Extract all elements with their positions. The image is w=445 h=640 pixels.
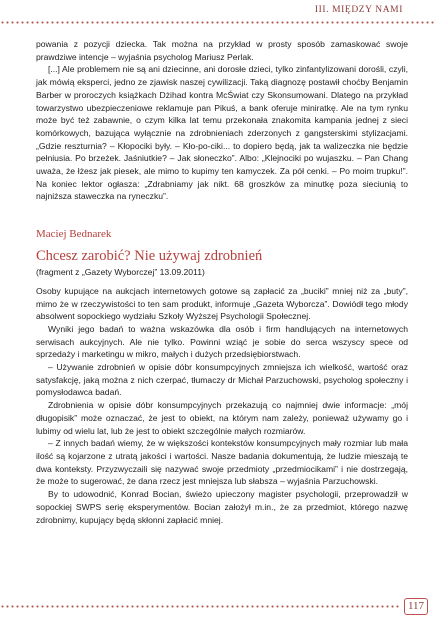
paragraph: – Z innych badań wiemy, że w większości kontekstów konsumpcyjnych mały rozmiar lub mała ilość są kojarzone z utratą jakości i wartości. Nasze badania dokumentują, że ludzie mieszają te dwa konteksty. Przyzwyczaili się nazywać swoje przedmioty „przedmiocikami” i nie dostrzegają, że może to sugerować, że dana rzecz jest mniejsza lub słabsza – wyjaśnia Parzuchowski. <box>36 438 408 487</box>
article-title: Chcesz zarobić? Nie używaj zdrobnień <box>36 248 263 265</box>
bottom-dotted-rule <box>0 605 400 608</box>
paragraph: Osoby kupujące na aukcjach internetowych gotowe są zapłacić za „buciki” mniej niż za „buty”, mimo że w rzeczywistości to ten sam produkt, informuje „Gazeta Wyborcza”. Dowiódł tego młody absolwent sopockiego wydziału Szkoły Wyższej Psychologii Społecznej. <box>36 285 408 322</box>
article-source: (fragment z „Gazety Wyborczej” 13.09.2011) <box>36 267 205 278</box>
paragraph: Wyniki jego badań to ważna wskazówka dla osób i firm handlujących na internetowych serwisach aukcyjnych. Ale nie tylko. Powinni wziąć je sobie do serca wszyscy specе od sprzedaży i marketingu w mikro, małych i dużych przedsiębiorstwach. <box>36 323 408 360</box>
paragraph: Zdrobnienia w opisie dóbr konsumpcyjnych przekazują co najmniej dwie informacje: „mój długopisik” może oznaczać, że jest to obiekt, na którym nam zależy, ponieważ używamy go i lubimy od wielu lat, lub że jest to obiekt szczególnie małych rozmiarów. <box>36 400 408 436</box>
paragraph: [...] Ale problemem nie są ani dziecinne, ani dorosłe dzieci, tylko zinfantylizowani dorośli, czyli, jak mówią eksperci, jedno ze zjawisk naszej cywilizacji. Taką diagnozę postawił choćby Benjamin Barber w proroczych książkach Dżihad kontra McŚwiat czy Skonsumowani. Dlatego na przykład towarzystwo ubezpieczeniowe reklamuje pan Pikuś, a bank oferuje miniratkę. Ale na tym rynku może być też zabawnie, o czym kilka lat temu przekonała znakomita kampania jednej z sieci komórkowych, bazująca wyłącznie na zdrobnieniach zderzonych z gangsterskimi stylizacjami. „Gdzie reszturnia? – Kłopociki były. – Kło-po-ciki... to dopiero będą, jak ta walizeczka nie będzie pełniusia. Po brzeżek. Jaśniutkie? – Jak słoneczko”. Albo: „Klejnociki po wujaszku. – Pan Chang uważa, że łżesz jak piesek, ale mimo to kupimy ten kamyczek. Za pół cenki. – Po moim trupku!”. Na koniec lektor ogłasza: „Zdrabniamy jak nikt. 68 groszków za minutkę poza sieciunią to najniższa staweczka na ryneczku”. <box>36 64 408 202</box>
paragraph: By to udowodnić, Konrad Bocian, świeżo upieczony magister psychologii, przeprowadził w sopockiej SWPS serię eksperymentów. Bocian założył m.in., że za przedmiot, którego nazwę zdrobnimy, kupujący będą skłonni zapłacić mniej. <box>36 489 408 525</box>
paragraph: – Używanie zdrobnień w opisie dóbr konsumpcyjnych zmniejsza ich wielkość, wartość oraz satysfakcję, jaką można z nich czerpać, tłumaczy dr Michał Parzuchowski, psycholog społeczny i pomysłodawca badań. <box>36 362 408 398</box>
paragraph: powania z pozycji dziecka. Tak można na przykład w prosty sposób zamaskować swoje prawdziwe intencje – wyjaśnia psycholog Mariusz Perlak. <box>36 39 408 62</box>
article-author: Maciej Bednarek <box>36 228 112 241</box>
section-title: III. MIĘDZY NAMI <box>314 5 403 15</box>
page-body <box>36 38 408 526</box>
top-dotted-rule <box>0 21 434 24</box>
page-number: 117 <box>404 598 428 615</box>
